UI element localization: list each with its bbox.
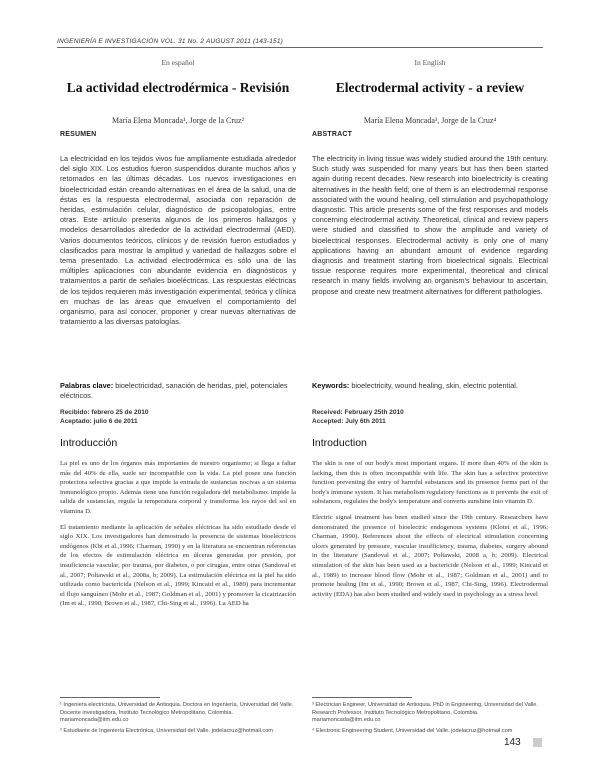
footnotes-es [60, 702, 296, 738]
authors-en: María Elena Moncada³, Jorge de la Cruz⁴ [363, 116, 497, 125]
title-es: La actividad electrodérmica - Revisión [66, 80, 290, 95]
intro-heading-en: Introduction [312, 437, 367, 449]
footnote-4: ⁴ Electronic Engineering Student, Universidad del Valle. jodelacruz@hotmail.com [312, 727, 513, 734]
keywords-en [312, 381, 548, 391]
body-text-es [60, 459, 296, 615]
body-text-en [312, 459, 548, 605]
paragraph-es-1: La piel es uno de los órganos más importantes de nuestro organismo; si llega a faltar más del 40% de ella, suele ser incompatible con la vida. La piel posee una función protectora selectiva gracias a que impide la entrada de sustancias nocivas a un sistema inmunológico propio. Además tiene una función reguladora del metabolismo: impide la salida de sustancias, regula la temperatura corporal y transforma los rayos del sol en vitamina D. [60, 460, 296, 515]
footnote-1: ¹ Ingeniera electricista, Universidad de Antioquia. Doctora en Ingeniería, Universidad del Valle. Docente investigadora, Instituto Tecnológico Metropolitano, Colombia. mariamoncada@itm.edu.co [60, 702, 294, 724]
intro-heading-es: Introducción [60, 437, 118, 449]
accepted-en: Accepted: July 6th 2011 [312, 418, 386, 425]
keywords-label-en: Keywords: [312, 381, 350, 390]
accepted-es: Aceptado: julio 6 de 2011 [60, 418, 138, 425]
keywords-label-es: Palabras clave: [60, 381, 114, 390]
journal-header: INGENIERÍA E INVESTIGACIÓN VOL. 31 No. 2 AUGUST 2011 (143-151) [57, 38, 284, 45]
keywords-text-en: bioelectricity, wound healing, skin, electric potential. [351, 381, 518, 390]
page-marker [533, 738, 542, 747]
dates-en [312, 408, 548, 426]
paragraph-en-2: Electric signal treatment has been studied since the 19th century. Researchers have demonstrated the presence of bioelectric endogenous systems (Klotet et al., 1996; Charman, 1990). References about the effects of electrical stimulation concerning ulcers generated by pressure, vascular insufficiency, trauma, diabetes, surgery abound in the literature (Sandoval et al., 2007; Poltawski, 2008 a, b; 2009). Electrical stimulation of the skin has been used as a bactericide (Nelson et al., 1999; Kincaid et al., 1989) to increase blood flow (Mohr et al., 1987; Goldman et al., 2001) and to promote healing (Im et al., 1990; Brown et al., 1987, Chi-Sing, 1996). Electrodermal activity (EDA) has also been studied and widely used in psychology as a stress level [312, 513, 548, 598]
footnotes-en [312, 702, 548, 738]
title-en: Electrodermal activity - a review [335, 80, 525, 95]
authors-es: María Elena Moncada¹, Jorge de la Cruz² [112, 116, 244, 125]
paragraph-es-2: El tratamiento mediante la aplicación de señales eléctricas ha sido estudiado desde el siglo XIX. Los investigadores han demostrado la presencia de sistemas bioeléctricos endógenos (Kbt et al.,1996; Charman, 1990) y en la literatura se encuentran referencias de los efectos de estimulación eléctrica en úlceras generadas por presión, por insuficiencia vascular, por trauma, por diabetes, o por cirugías, entre otras (Sandoval et al., 2007; Poltawski et al., 2008a, b; 2009). La estimulación eléctrica en la piel ha sido utilizada como bactericida (Nelson et al., 1999; Kincaid et al., 1989) para incrementar el flujo sanguíneo (Mohr et al., 1987; Goldman et al., 2001) y promover la cicatrización (Im et al., 1990; Brown et al., 1987, Chi-Sing et al., 1996). La AED ha [60, 523, 296, 608]
keywords-es [60, 381, 296, 401]
footnote-3: ³ Electrician Engineer, Universidad de Antioquia. PhD in Engineering, Universidad del Valle. Research Professor, Instituto Tecnológico Metropolitano, Colombia. mariamoncada@itm.edu.co [312, 702, 538, 724]
language-label-es: En español [161, 58, 195, 67]
language-label-en: In English [414, 58, 446, 67]
footnote-2: ² Estudiante de Ingeniería Electrónica, Universidad del Valle. jodelacruz@hotmail.com [60, 727, 273, 734]
abstract-label-en: ABSTRACT [312, 131, 353, 138]
received-en: Received: February 25th 2010 [312, 409, 404, 416]
header-divider [57, 47, 543, 48]
abstract-label-es: RESUMEN [60, 131, 97, 138]
footnote-divider-es [60, 697, 160, 698]
abstract-en: The electricity in living tissue was widely studied around the 19th century. Such study was suspended for many years but has then been started again during recent decades. New research into bioelectricity is creating alternatives in the health field; one of them is an electrodermal response associated with the wound healing, cell stimulation and psychopathology diagnostic. This article presents some of the first responses and models concerning electrodermal activity. Theoretical, clinical and review papers were studied and classified to show the amplitude and variety of bioelectrical responses. Electrodermal activity is only one of many applications having an abundant amount of evidence regarding diagnosis and treatment starting from bioelectrical signals. Electrical tissue response requires more experimental, theoretical and clinical research in many fields involving an organism's behaviour to ascertain, propose and create new treatment alternatives for different pathologies. [312, 154, 548, 296]
page-number: 143 [504, 737, 521, 748]
received-es: Recibido: febrero 25 de 2010 [60, 409, 149, 416]
paragraph-en-1: The skin is one of our body's most important organs. If more than 40% of the skin is lacking, then this is often incompatible with life. The skin has a selective protective function preventing the entry of harmful substances and its presence forms part of the body's immune system. It has metabolism regulatory functions as it prevents the exit of substances, regulates the body's temperature and converts sunshine into vitamin D. [312, 460, 548, 506]
dates-es [60, 408, 296, 426]
abstract-es: La electricidad en los tejidos vivos fue ampliamente estudiada alrededor del siglo XIX. Los estudios fueron suspendidos durante muchos años y retomados en las últimas décadas. Los nuevos investigaciones en bioelectricidad están creando alternativas en el área de la salud, una de éstas es la respuesta electrodermal, asociada con reparación de heridas, estimulación celular, diagnóstico de psicopatologías, entre otras. Este artículo presenta algunos de los primeros hallazgos y modelos desarrollados alrededor de la actividad electrodermal (AED). Varios documentos teóricos, clínicos y de revisión fueron estudiados y clasificados para mostrar la amplitud y variedad de hallazgos sobre el tema presentado. La actividad electrodérmica es sólo una de las múltiples aplicaciones con abundante evidencia en diagnósticos y tratamientos a partir de señales bioeléctricas. Las respuestas eléctricas de los tejidos requieren más investigación experimental, teórica y clínica en muchas de las áreas que envuelven el comportamiento del organismo, para así conocer, proponer y crear nuevas alternativas de tratamiento a las diversas patologías. [60, 154, 296, 327]
keywords-text-es: bioelectricidad, sanación de heridas, piel, potenciales eléctricos. [60, 381, 288, 401]
footnote-divider-en [312, 697, 412, 698]
